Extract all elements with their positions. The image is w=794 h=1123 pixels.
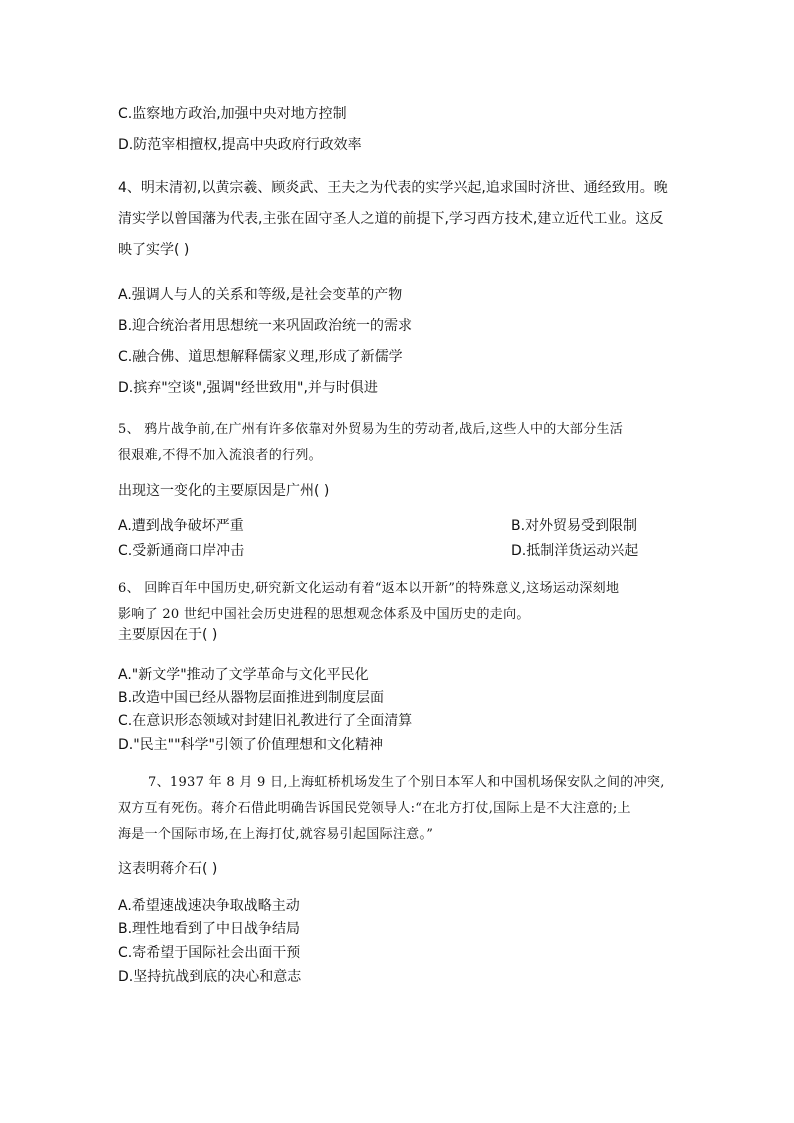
- q4-stem-line1: 4、明末清初,以黄宗羲、顾炎武、王夫之为代表的实学兴起,追求国时济世、通经致用。晚: [118, 180, 668, 196]
- q7-material-line3: 海是一个国际市场,在上海打仗,就容易引起国际注意。”: [118, 827, 434, 842]
- q4-stem-line2: 清实学以曾国藩为代表,主张在固守圣人之道的前提下,学习西方技术,建立近代工业。这反: [118, 211, 664, 227]
- q5-option-c: C.受新通商口岸冲击: [118, 543, 245, 559]
- q6-material-line2: 影响了 20 世纪中国社会历史进程的思想观念体系及中国历史的走向。: [118, 607, 530, 622]
- q6-option-c: C.在意识形态领域对封建旧礼教进行了全面清算: [118, 713, 413, 729]
- q4-option-b: B.迎合统治者用思想统一来巩固政治统一的需求: [118, 318, 413, 334]
- option-c-prev: C.监察地方政治,加强中央对地方控制: [118, 106, 347, 122]
- q7-stem: 这表明蒋介石( ): [118, 861, 218, 877]
- q5-option-b: B.对外贸易受到限制: [511, 518, 638, 534]
- q7-option-b: B.理性地看到了中日战争结局: [118, 921, 301, 937]
- option-d-prev: D.防范宰相擅权,提高中央政府行政效率: [118, 137, 362, 153]
- q4-option-c: C.融合佛、道思想解释儒家义理,形成了新儒学: [118, 349, 403, 365]
- q7-material-line1: 7、1937 年 8 月 9 日,上海虹桥机场发生了个别日本军人和中国机场保安队之间的冲突,: [148, 775, 665, 790]
- q4-option-a: A.强调人与人的关系和等级,是社会变革的产物: [118, 287, 403, 303]
- q4-stem-line3: 映了实学( ): [118, 242, 190, 258]
- q5-material-line1: 5、 鸦片战争前,在广州有许多依靠对外贸易为生的劳动者,战后,这些人中的大部分生活: [118, 422, 624, 437]
- q7-material-line2: 双方互有死伤。蒋介石借此明确告诉国民党领导人:“在北方打仗,国际上是不大注意的;上: [118, 801, 631, 816]
- q6-option-a: A."新文学"推动了文学革命与文化平民化: [118, 667, 369, 683]
- q6-material-line1: 6、 回眸百年中国历史,研究新文化运动有着“返本以开新”的特殊意义,这场运动深刻地: [118, 581, 620, 596]
- q6-option-b: B.改造中国已经从器物层面推进到制度层面: [118, 690, 385, 706]
- q6-option-d: D."民主""科学"引领了价值理想和文化精神: [118, 737, 383, 753]
- q7-option-d: D.坚持抗战到底的决心和意志: [118, 969, 302, 985]
- q5-stem: 出现这一变化的主要原因是广州( ): [118, 483, 330, 499]
- q7-option-c: C.寄希望于国际社会出面干预: [118, 945, 301, 961]
- q5-option-a: A.遭到战争破坏严重: [118, 518, 244, 534]
- q5-material-line2: 很艰难,不得不加入流浪者的行列。: [118, 448, 322, 463]
- q4-option-d: D.摈弃"空谈",强调"经世致用",并与时俱进: [118, 380, 378, 396]
- q5-option-d: D.抵制洋货运动兴起: [511, 543, 639, 559]
- q7-option-a: A.希望速战速决争取战略主动: [118, 898, 300, 914]
- q6-stem: 主要原因在于( ): [118, 627, 218, 643]
